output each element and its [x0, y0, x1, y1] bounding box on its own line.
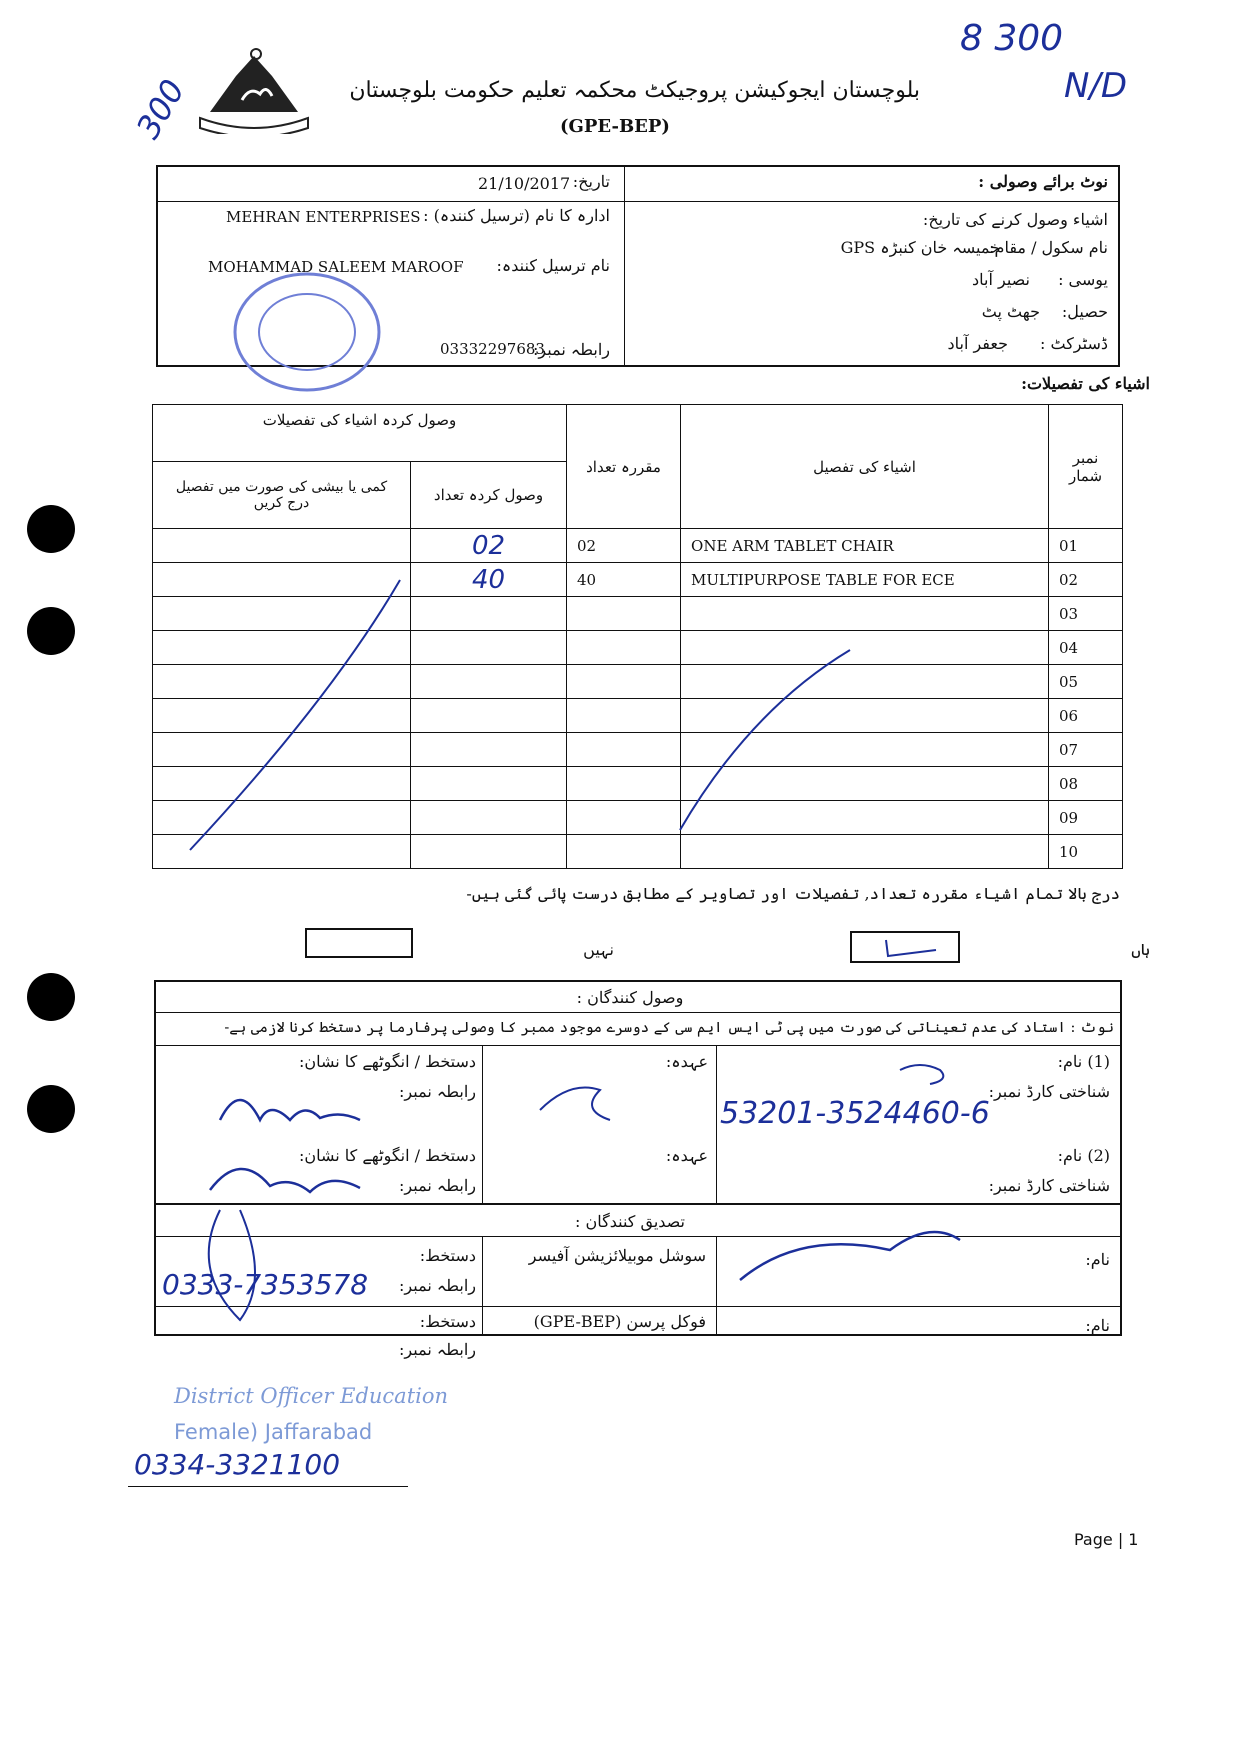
confirmation-statement: درج بالا تمام اشیاء مقررہ تعداد, تفصیلات اور تصاویر کے مطابق درست پائی گئی ہیں-	[466, 884, 1120, 903]
cnic1-label: شناختی کارڈ نمبر:	[988, 1082, 1110, 1101]
items-section-title: اشیاء کی تفصیلات:	[1021, 374, 1150, 393]
punch-hole	[27, 1085, 75, 1133]
receivers-title-line	[155, 1012, 1121, 1013]
contact2-label: رابطہ نمبر:	[399, 1176, 476, 1195]
designation1-label: عہدہ:	[665, 1052, 708, 1071]
district-label: ڈسٹرکٹ :	[1040, 334, 1108, 353]
contact-value: 03332297683	[440, 340, 545, 358]
name1-label: (1) نام:	[1057, 1052, 1110, 1071]
verifiers-title: تصدیق کنندگان :	[575, 1212, 685, 1231]
sign2-label: دستخط / انگوٹھے کا نشان:	[298, 1146, 476, 1165]
sign1-label: دستخط / انگوٹھے کا نشان:	[298, 1052, 476, 1071]
strike-lines-icon	[150, 560, 910, 860]
verifier2-designation: فوکل پرسن (GPE-BEP)	[533, 1312, 706, 1331]
contact1-label: رابطہ نمبر:	[399, 1082, 476, 1101]
margin-note-right: 8 300	[960, 18, 1064, 59]
receivers-note-line	[155, 1045, 1121, 1046]
sender-value: MOHAMMAD SALEEM MAROOF	[208, 258, 464, 276]
receipt-note-row-line	[157, 201, 1119, 202]
serial-cell: 02	[1049, 563, 1123, 597]
serial-cell: 03	[1049, 597, 1123, 631]
verifier2-contact-label: رابطہ نمبر:	[390, 1340, 476, 1359]
serial-cell: 06	[1049, 699, 1123, 733]
sender-label: نام ترسیل کنندہ:	[496, 256, 610, 275]
verifier2-sign-label: دستخط:	[419, 1312, 476, 1331]
verifier1-designation: سوشل موبیلائزیشن آفیسر	[528, 1246, 706, 1265]
school-value: GPS خمیسہ خان کنبڑہ	[840, 238, 1000, 257]
received-cell: 02	[411, 529, 567, 563]
tehsil-label: حصیل:	[1061, 302, 1108, 321]
date-label: تاریخ:	[572, 172, 610, 191]
verifier1-sign-label: دستخط:	[419, 1246, 476, 1265]
uc-value: نصیر آباد	[972, 270, 1030, 289]
serial-header: نمبر شمار	[1049, 405, 1123, 529]
table-row	[153, 529, 1123, 563]
verifier1-contact-value: 0333-7353578	[162, 1268, 369, 1301]
no-label: نہیں	[583, 940, 614, 959]
org-label: ادارہ کا نام (ترسیل کنندہ) :	[423, 206, 610, 225]
margin-note-left: 300	[128, 73, 193, 145]
punch-hole	[27, 607, 75, 655]
shortage-header: کمی یا بیشی کی صورت میں تفصیل درج کریں	[153, 462, 411, 529]
yes-label: ہاں	[1131, 940, 1150, 959]
contact-label: رابطہ نمبر:	[533, 340, 610, 359]
serial-cell: 07	[1049, 733, 1123, 767]
serial-cell: 09	[1049, 801, 1123, 835]
receivers-note: نوٹ : استاد کی عدم تعیناتی کی صورت میں پی ٹی ایس ایم سی کے دوسرے موجود ممبر کا وصولی پرفارما پر دستخط کرنا لازمی ہے-	[224, 1020, 1114, 1036]
date-value: 21/10/2017	[478, 174, 571, 193]
no-checkbox[interactable]	[305, 928, 413, 958]
description-cell: MULTIPURPOSE TABLE FOR ECE	[681, 563, 1049, 597]
district-value: جعفر آباد	[947, 334, 1008, 353]
stamp-underline	[128, 1486, 408, 1487]
name2-label: (2) نام:	[1057, 1146, 1110, 1165]
shortage-cell	[153, 529, 411, 563]
yes-checkmark-icon	[880, 936, 940, 960]
receivers-title: وصول کنندگان :	[576, 988, 684, 1007]
serial-cell: 10	[1049, 835, 1123, 869]
received-group-header: وصول کردہ اشیاء کی تفصیلات	[153, 405, 567, 462]
designation2-label: عہدہ:	[665, 1146, 708, 1165]
margin-note-right2: N/D	[1064, 66, 1128, 106]
verifier1-name-label: نام:	[1085, 1250, 1110, 1269]
stamp-line1: District Officer Education	[174, 1384, 449, 1408]
tehsil-value: جھٹ پٹ	[981, 302, 1040, 321]
receipt-note-divider	[624, 166, 625, 366]
serial-cell: 04	[1049, 631, 1123, 665]
quantity-cell: 02	[567, 529, 681, 563]
serial-cell: 05	[1049, 665, 1123, 699]
quantity-header: مقررہ تعداد	[567, 405, 681, 529]
quantity-cell: 40	[567, 563, 681, 597]
stamp-line2: Female) Jaffarabad	[174, 1420, 373, 1444]
verifier1-contact-label: رابطہ نمبر:	[399, 1276, 476, 1295]
balochistan-logo-icon	[198, 42, 310, 134]
org-value: MEHRAN ENTERPRISES	[226, 208, 421, 226]
description-header: اشیاء کی تفصیل	[681, 405, 1049, 529]
receipt-note-title: نوٹ برائے وصولی :	[978, 172, 1108, 191]
company-stamp-icon	[232, 272, 382, 392]
received-qty-header: وصول کردہ تعداد	[411, 462, 567, 529]
uc-label: یوسی :	[1058, 270, 1108, 289]
cnic1-value: 53201-3524460-6	[720, 1096, 990, 1131]
header-row-1	[153, 405, 1123, 462]
received-cell: 40	[411, 563, 567, 597]
school-label: نام سکول / مقام:	[989, 238, 1108, 257]
verifier2-name-label: نام:	[1085, 1316, 1110, 1335]
page-number: Page | 1	[1074, 1530, 1139, 1549]
stamp-phone: 0334-3321100	[134, 1448, 341, 1481]
serial-cell: 08	[1049, 767, 1123, 801]
header-title: بلوچستان ایجوکیشن پروجیکٹ محکمہ تعلیم حکومت بلوچستان	[349, 78, 920, 103]
punch-hole	[27, 505, 75, 553]
cnic2-label: شناختی کارڈ نمبر:	[988, 1176, 1110, 1195]
header-subtitle: (GPE-BEP)	[560, 116, 670, 137]
punch-hole	[27, 973, 75, 1021]
description-cell: ONE ARM TABLET CHAIR	[681, 529, 1049, 563]
received-date-label: اشیاء وصول کرنے کی تاریخ:	[922, 210, 1108, 229]
serial-cell: 01	[1049, 529, 1123, 563]
